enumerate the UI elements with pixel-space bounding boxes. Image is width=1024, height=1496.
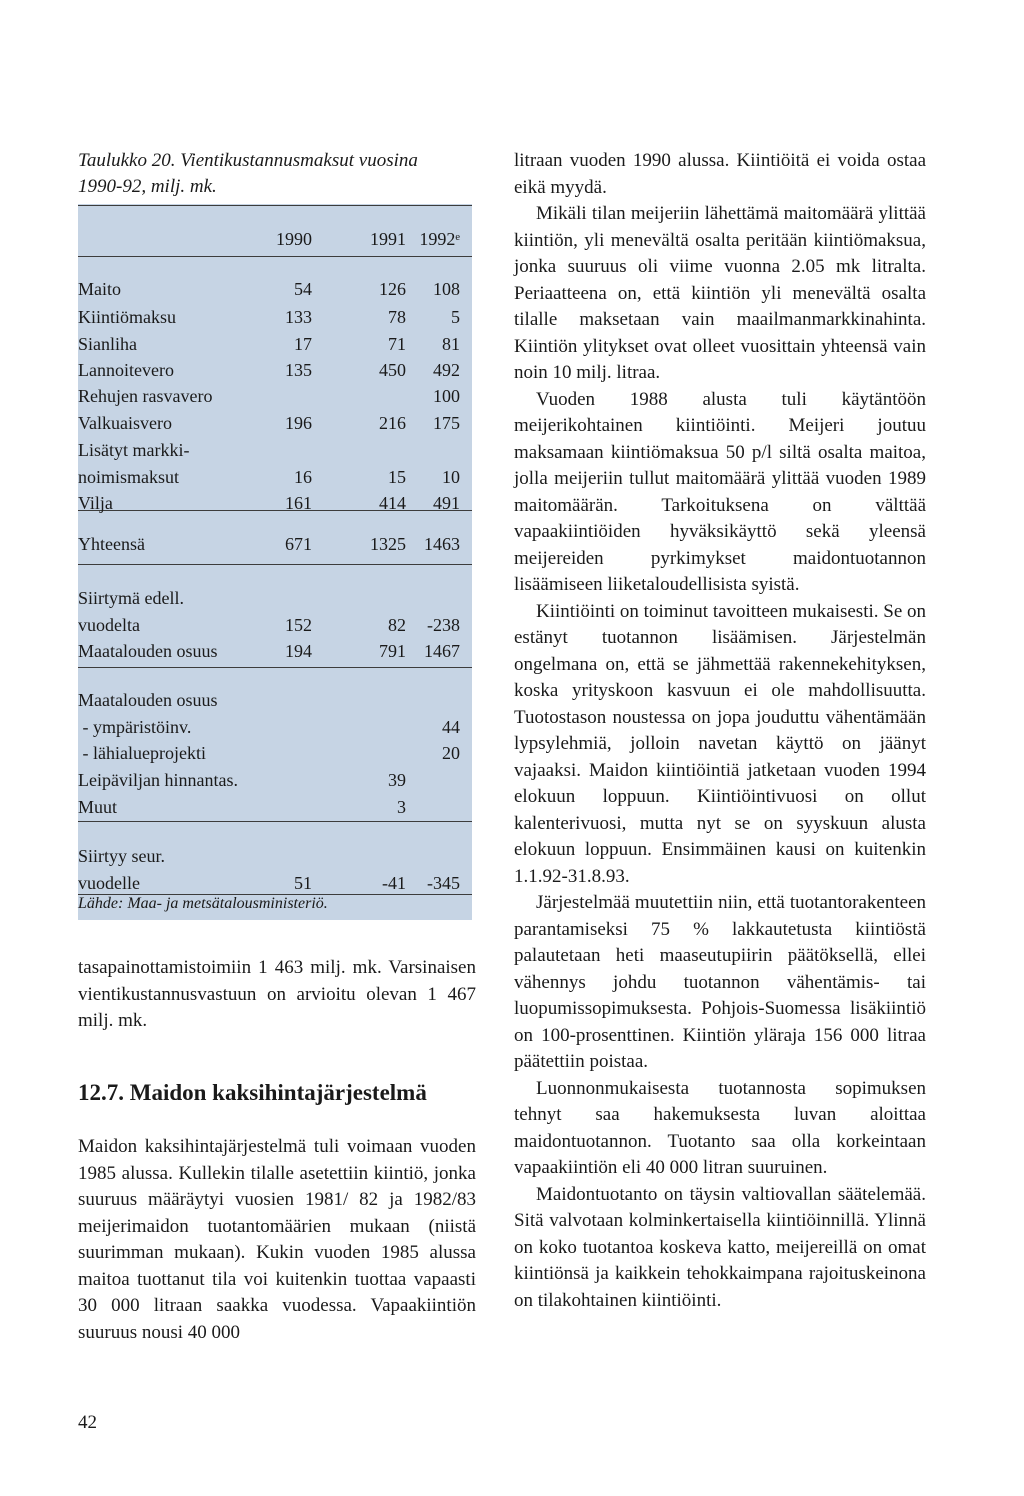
caption-line-1: Taulukko 20. Vientikustannusmaksut vuosina: [78, 150, 418, 171]
row-value: 196: [285, 413, 312, 433]
row-value: -345: [427, 873, 460, 893]
table-row: [78, 331, 472, 357]
row-value: 3: [397, 797, 406, 817]
row-label: Vilja: [78, 493, 113, 513]
row-value: 1325: [370, 534, 406, 554]
row-label: Kiintiömaksu: [78, 307, 176, 327]
year-header: 1990: [276, 229, 312, 249]
row-value: 216: [379, 413, 406, 433]
row-label: Maatalouden osuus: [78, 641, 218, 661]
row-value: 671: [285, 534, 312, 554]
row-label: Valkuaisvero: [78, 413, 172, 433]
table-row: [78, 638, 472, 664]
row-label: Siirtyy seur.: [78, 846, 166, 866]
table-source: Lähde: Maa- ja metsätalousministeriö.: [78, 895, 328, 912]
row-value: 133: [285, 307, 312, 327]
right-paragraph-6: Luonnonmukaisesta tuotannosta sopimuksen tehnyt saa hakemuksesta luvan aloittaa maidontuotannon. Tuotanto saa olla korkeintaan vapaakiintiön eli 40 000 litran suuruinen.: [514, 1077, 926, 1178]
row-label: - ympäristöinv.: [78, 717, 192, 737]
row-label: Siirtymä edell.: [78, 588, 184, 608]
row-label: Lannoitevero: [78, 360, 174, 380]
table-row: [78, 714, 472, 740]
row-value: 17: [294, 334, 312, 354]
right-paragraph-7: Maidontuotanto on täysin valtiovallan säätelemää. Sitä valvotaan kolminkertaisella kiintiöinnillä. Ylinnä on koko tuotantoa koskeva katto, meijereillä on omat kiintiönsä ja kaikkein tehokkaimpana rajoituskeinona on tilakohtainen kiintiöinti.: [514, 1183, 926, 1311]
table-rule: [78, 564, 472, 565]
row-label: Maatalouden osuus: [78, 690, 218, 710]
left-paragraph-2-wrap: [78, 1134, 476, 1346]
row-value: 16: [294, 467, 312, 487]
row-label: Maito: [78, 279, 121, 299]
row-value: -41: [382, 873, 406, 893]
table-row: [78, 464, 472, 490]
row-value: 491: [433, 493, 460, 513]
table-header-row: [78, 226, 472, 252]
row-label: vuodelle: [78, 873, 140, 893]
row-value: 414: [379, 493, 406, 513]
table-row: [78, 767, 472, 793]
row-value: 100: [433, 386, 460, 406]
left-paragraph-2: Maidon kaksihintajärjestelmä tuli voimaan vuoden 1985 alussa. Kullekin tilalle asetettiin kiintiö, jonka suuruus määräytyi vuosien 1981/ 82 ja 1982/83 meijerimaidon tuotantomäärien mukaan (niistä suurimman mukaan). Kukin vuoden 1985 alussa maitoa tuottanut tila voi kuitenkin tuottaa vapaasti 30 000 litraan saakka vuodessa. Vapaakiintiön suuruus nousi 40 000: [78, 1136, 476, 1343]
row-value: 1463: [424, 534, 460, 554]
right-column: [514, 148, 926, 1314]
row-label: Yhteensä: [78, 534, 145, 554]
row-label: Sianliha: [78, 334, 137, 354]
row-value: 194: [285, 641, 312, 661]
row-value: 5: [451, 307, 460, 327]
row-value: 20: [442, 743, 460, 763]
left-paragraph-1: tasapainottamistoimiin 1 463 milj. mk. Varsinaisen vientikustannusvastuun on arvioitu olevan 1 467 milj. mk.: [78, 957, 476, 1031]
right-paragraph-4: Kiintiöinti on toiminut tavoitteen mukaisesti. Se on estänyt tuotannon lisäämisen. Järjestelmän ongelmana on, että se jähmettää rakennekehityksen, koska yrityskoon kasvuun ei ole mahdollisuutta. Tuotostason noustessa on jopa jouduttu vähentämään lypsylehmiä, jolloin navetan käyttö on jäänyt vajaaksi. Maidon kiintiöintiä jatketaan vuoden 1994 elokuun loppuun. Kiintiöintivuosi on ollut kalenterivuosi, mutta nyt se on syyskuun alusta elokuun loppuun. Ensimmäinen kausi on kuitenkin 1.1.92-31.8.93.: [514, 600, 927, 887]
row-value: 126: [379, 279, 406, 299]
right-paragraph-2: Mikäli tilan meijeriin lähettämä maitomäärä ylittää kiintiön, yli menevältä osalta peritään kiintiömaksua, jonka suuruus oli viime vuonna 2.05 mk litralta. Periaatteena on, että kiintiön yli menevältä osalta tilalle maksetaan vain maailmanmarkkinahinta. Kiintiön ylitykset ovat olleet vuosittain yhteensä vain noin 10 milj. litraa.: [514, 203, 926, 383]
table-rule: [78, 667, 472, 668]
row-value: 492: [433, 360, 460, 380]
row-value: -238: [427, 615, 460, 635]
right-paragraph-1: litraan vuoden 1990 alussa. Kiintiöitä ei voida ostaa eikä myydä.: [514, 150, 926, 198]
row-label: - lähialueprojekti: [78, 743, 206, 763]
row-label: Rehujen rasvavero: [78, 386, 213, 406]
row-value: 450: [379, 360, 406, 380]
row-value: 175: [433, 413, 460, 433]
row-value: 54: [294, 279, 312, 299]
table-row: [78, 437, 472, 463]
caption-line-2: 1990-92, milj. mk.: [78, 176, 217, 197]
year-header: 1992ᵉ: [419, 229, 460, 249]
table-row: [78, 794, 472, 820]
row-value: 135: [285, 360, 312, 380]
table-rule: [78, 256, 472, 257]
row-label: Muut: [78, 797, 118, 817]
right-paragraph-3: Vuoden 1988 alusta tuli käytäntöön meijerikohtainen kiintiöinti. Meijeri joutuu maksamaan kiintiömaksua 50 p/l siltä osalta maitoa, jolla meijeriin tullut maitomäärä ylittää vuoden 1989 maitomäärän. Tarkoituksena on välttää vapaakiintiöiden hyväksikäyttö sekä yleensä meijereiden pyrkimykset maidontuotannon lisäämiseen liiketaloudellisista syistä.: [514, 388, 926, 595]
row-label: vuodelta: [78, 615, 140, 635]
row-label: Leipäviljan hinnantas.: [78, 770, 238, 790]
table-row: [78, 687, 472, 713]
row-label: Lisätyt markki-: [78, 440, 190, 460]
table-row: [78, 843, 472, 869]
row-value: 791: [379, 641, 406, 661]
row-value: 15: [388, 467, 406, 487]
row-value: 51: [294, 873, 312, 893]
left-paragraph-1-wrap: [78, 955, 476, 1035]
export-cost-table: [78, 204, 472, 920]
table-row: [78, 357, 472, 383]
table-row: [78, 585, 472, 611]
row-value: 10: [442, 467, 460, 487]
row-value: 81: [442, 334, 460, 354]
row-value: 152: [285, 615, 312, 635]
table-row: [78, 304, 472, 330]
table-row: [78, 276, 472, 302]
table-row: [78, 490, 472, 516]
row-label: noimismaksut: [78, 467, 180, 487]
row-value: 71: [388, 334, 406, 354]
table-row: [78, 531, 472, 557]
table-row: [78, 612, 472, 638]
row-value: 39: [388, 770, 406, 790]
row-value: 44: [442, 717, 460, 737]
table-caption: [78, 148, 478, 200]
table-rule: [78, 205, 472, 206]
section-heading: 12.7. Maidon kaksihintajärjestelmä: [78, 1080, 427, 1105]
table-row: [78, 740, 472, 766]
table-rule: [78, 821, 472, 822]
row-value: 82: [388, 615, 406, 635]
row-value: 1467: [424, 641, 460, 661]
row-value: 108: [433, 279, 460, 299]
row-value: 78: [388, 307, 406, 327]
table-row: [78, 410, 472, 436]
right-paragraph-5: Järjestelmää muutettiin niin, että tuotantorakenteen parantamiseksi 75 % lakkautetusta kiintiöstä palautetaan heti maaseutupiirin päätöksellä, ellei vähennys johdu tuotannon vähentämis- tai luopumissopimuksesta. Pohjois-Suomessa lisäkiintiö on 100-prosenttinen. Kiintiön yläraja 156 000 litraa päätettiin poistaa.: [514, 892, 926, 1072]
page-number: 42: [78, 1412, 97, 1433]
year-header: 1991: [370, 229, 406, 249]
table-row: [78, 383, 472, 409]
row-value: 161: [285, 493, 312, 513]
